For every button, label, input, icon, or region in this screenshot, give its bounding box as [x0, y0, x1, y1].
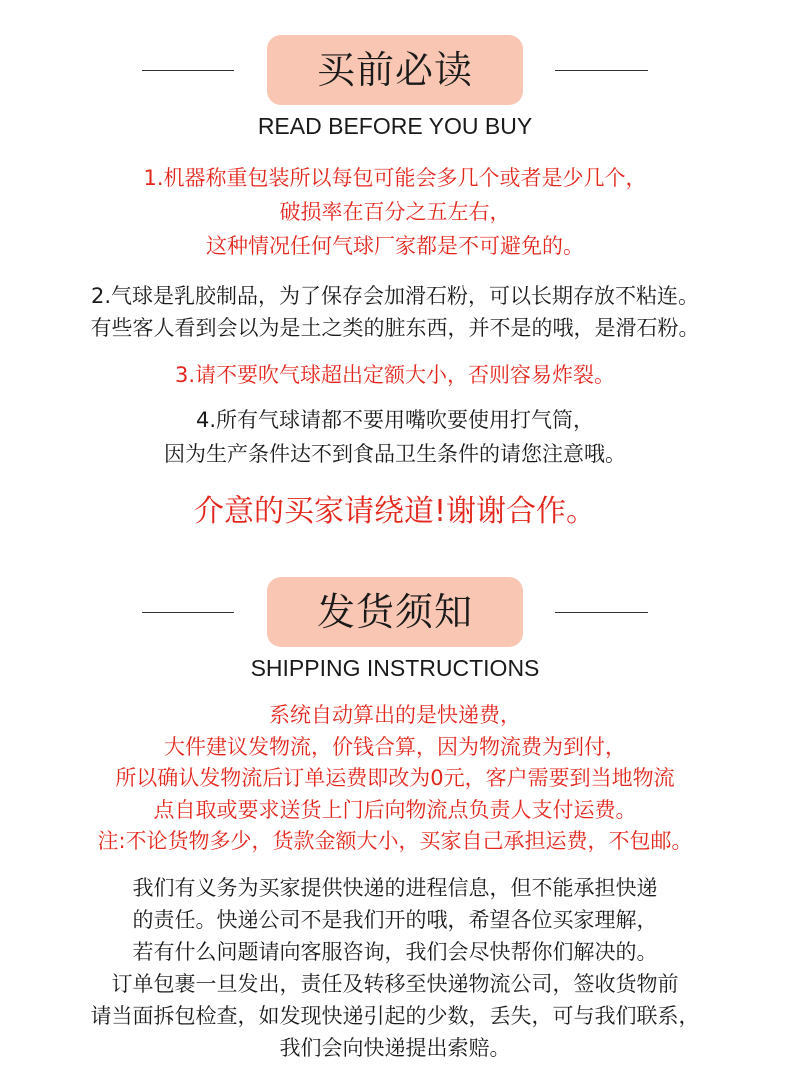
notice-line: 2.气球是乳胶制品，为了保存会加滑石粉，可以长期存放不粘连。	[90, 284, 700, 308]
notice-line: 有些客人看到会以为是土之类的脏东西，并不是的哦，是滑石粉。	[90, 316, 700, 340]
divider-right	[555, 612, 648, 613]
notice-item-4	[0, 403, 790, 471]
notice-line: 因为生产条件达不到食品卫生条件的请您注意哦。	[164, 442, 626, 466]
notice-line: 系统自动算出的是快递费，	[269, 703, 521, 727]
notice-line: 的责任。快递公司不是我们开的哦，希望各位买家理解，	[132, 908, 658, 932]
divider-right	[555, 70, 648, 71]
section-title-row	[0, 35, 790, 105]
shipping-fee-notice	[0, 700, 790, 858]
notice-line: 点自取或要求送货上门后向物流点负责人支付运费。	[153, 797, 637, 822]
notice-item-2	[0, 280, 790, 344]
divider-left	[142, 612, 234, 613]
notice-line: 我们有义务为买家提供快递的进程信息，但不能承担快递	[132, 876, 658, 900]
delivery-responsibility-notice	[0, 872, 790, 1064]
notice-line: 3.请不要吹气球超出定额大小，否则容易炸裂。	[174, 363, 616, 387]
notice-line: 若有什么问题请向客服咨询，我们会尽快帮你们解决的。	[132, 940, 658, 964]
notice-line: 破损率在百分之五左右，	[279, 200, 511, 224]
notice-line: 订单包裹一旦发出，责任及转移至快递物流公司，签收货物前	[111, 972, 679, 996]
notice-line: 1.机器称重包装所以每包可能会多几个或者是少几个，	[143, 166, 647, 190]
section-title-pill: 发货须知	[267, 577, 523, 647]
notice-item-1	[0, 161, 790, 263]
section-title-row	[0, 577, 790, 647]
section-shipping-instructions	[0, 577, 790, 647]
notice-line: 这种情况任何气球厂家都是不可避免的。	[206, 234, 584, 258]
notice-item-3	[0, 358, 790, 392]
notice-line: 注:不论货物多少，货款金额大小，买家自己承担运费，不包邮。	[97, 829, 693, 853]
notice-line: 我们会向快递提出索赔。	[279, 1036, 511, 1060]
notice-line: 所以确认发物流后订单运费即改为0元，客户需要到当地物流	[115, 766, 675, 790]
closing-notice: 介意的买家请绕道!谢谢合作。	[193, 494, 597, 529]
section-subtitle: SHIPPING INSTRUCTIONS	[250, 655, 540, 681]
section-read-before-buy	[0, 35, 790, 105]
section-subtitle: READ BEFORE YOU BUY	[257, 113, 533, 139]
notice-line: 大件建议发物流，价钱合算，因为物流费为到付，	[164, 734, 626, 759]
notice-line: 请当面拆包检查，如发现快递引起的少数，丢失，可与我们联系，	[90, 1004, 700, 1028]
notice-line: 4.所有气球请都不要用嘴吹要使用打气筒，	[195, 408, 595, 432]
section-title-pill: 买前必读	[267, 35, 523, 105]
divider-left	[142, 70, 234, 71]
